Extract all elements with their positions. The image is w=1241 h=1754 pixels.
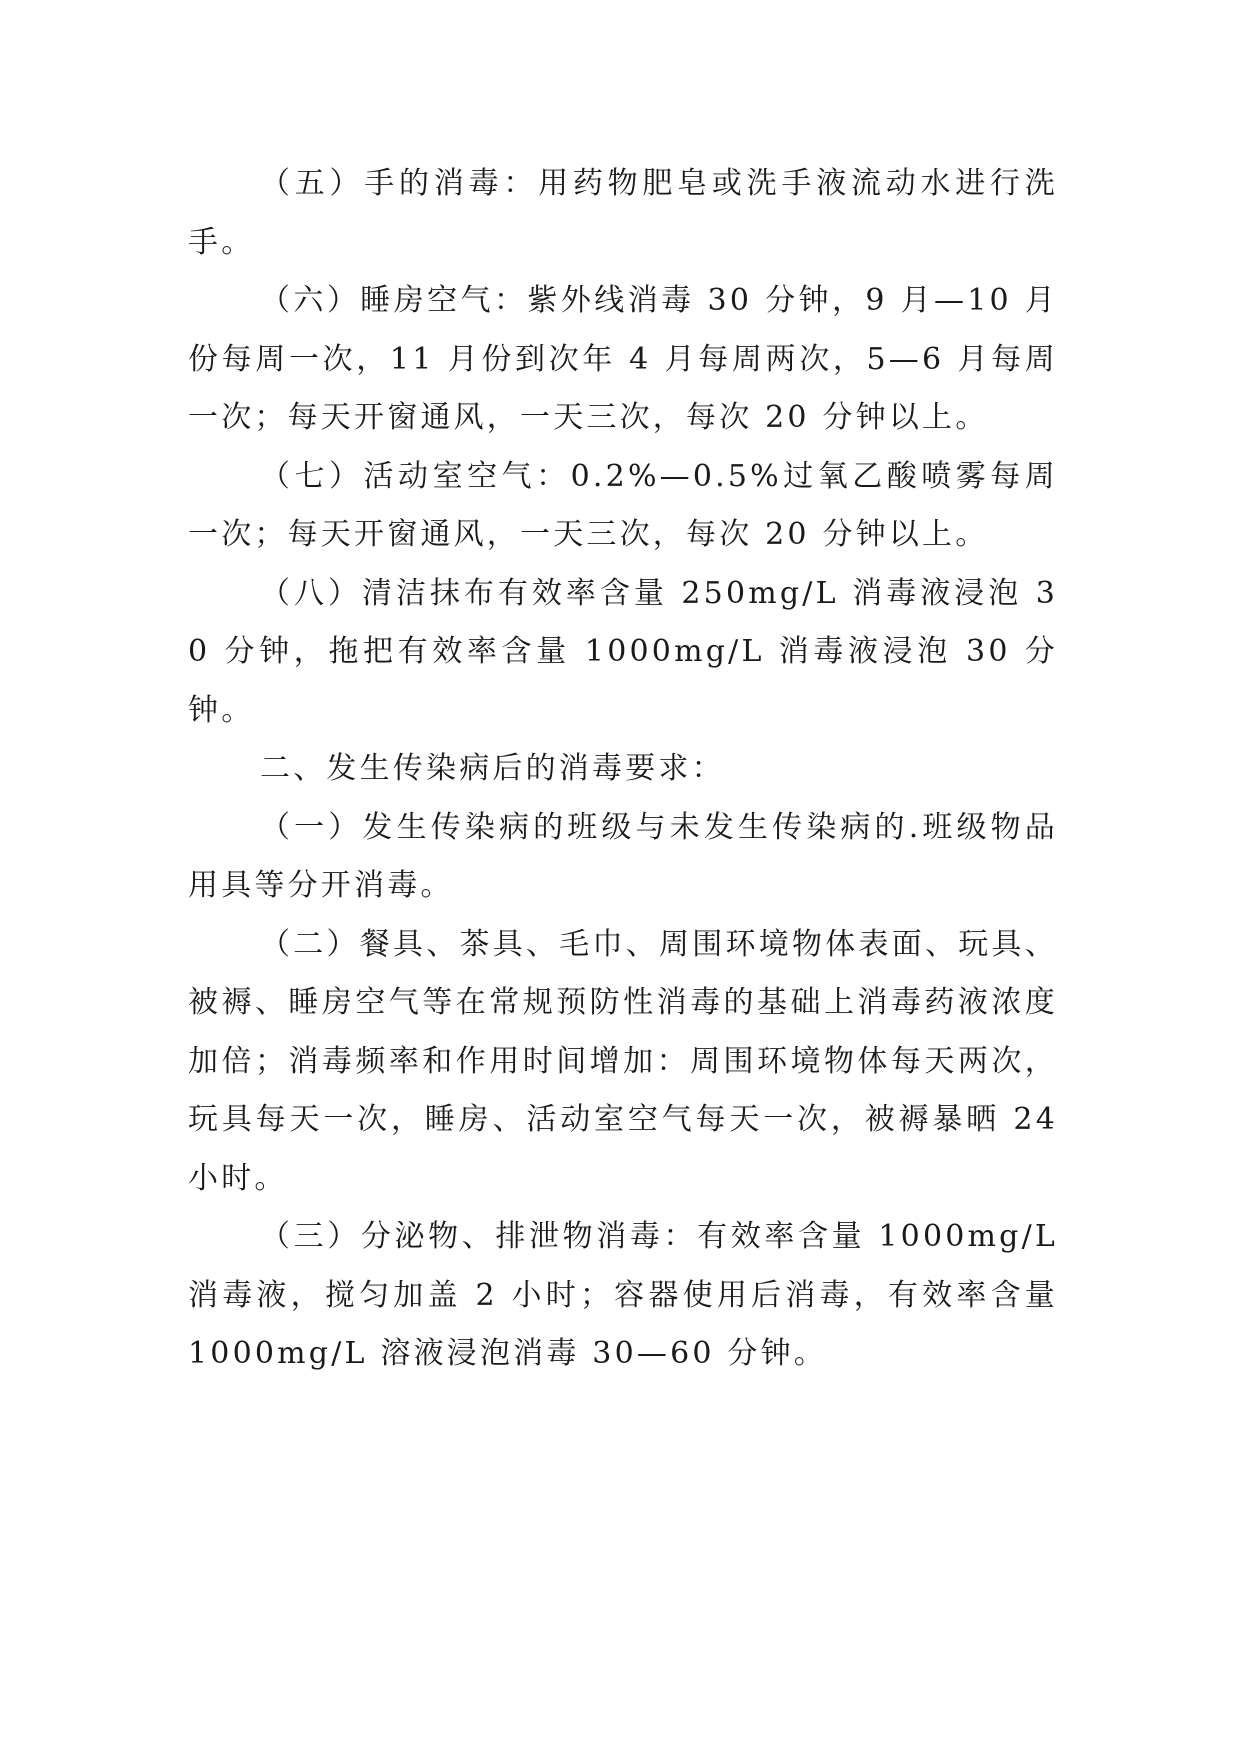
- paragraph-activity-room-air: （七）活动室空气：0.2%—0.5%过氧乙酸喷雾每周一次；每天开窗通风，一天三次，每次 20 分钟以上。: [188, 458, 1058, 552]
- document-body: [188, 155, 1071, 1384]
- paragraph-cloth-mop: （八）清洁抹布有效率含量 250mg/L 消毒液浸泡 30 分钟，拖把有效率含量 1000mg/L 消毒液浸泡 30 分钟。: [188, 575, 1058, 728]
- paragraph-hand-disinfection: （五）手的消毒：用药物肥皂或洗手液流动水进行洗手。: [188, 166, 1058, 260]
- paragraph-separate-classes: （一）发生传染病的班级与未发生传染病的.班级物品用具等分开消毒。: [188, 809, 1058, 903]
- paragraph-bedroom-air: （六）睡房空气：紫外线消毒 30 分钟，9 月—10 月份每周一次，11 月份到次年 4 月每周两次，5—6 月每周一次；每天开窗通风，一天三次，每次 20 分钟以上。: [188, 283, 1058, 435]
- paragraph-double-concentration: （二）餐具、茶具、毛巾、周围环境物体表面、玩具、被褥、睡房空气等在常规预防性消毒的基础上消毒药液浓度加倍；消毒频率和作用时间增加：周围环境物体每天两次，玩具每天一次，睡房、活动室空气每天一次，被褥暴晒 24 小时。: [188, 926, 1071, 1196]
- section-heading-after-outbreak: 二、发生传染病后的消毒要求：: [260, 751, 725, 786]
- paragraph-secretions-excreta: （三）分泌物、排泄物消毒：有效率含量 1000mg/L 消毒液，搅匀加盖 2 小时；容器使用后消毒，有效率含量 1000mg/L 溶液浸泡消毒 30—60 分钟。: [188, 1219, 1071, 1371]
